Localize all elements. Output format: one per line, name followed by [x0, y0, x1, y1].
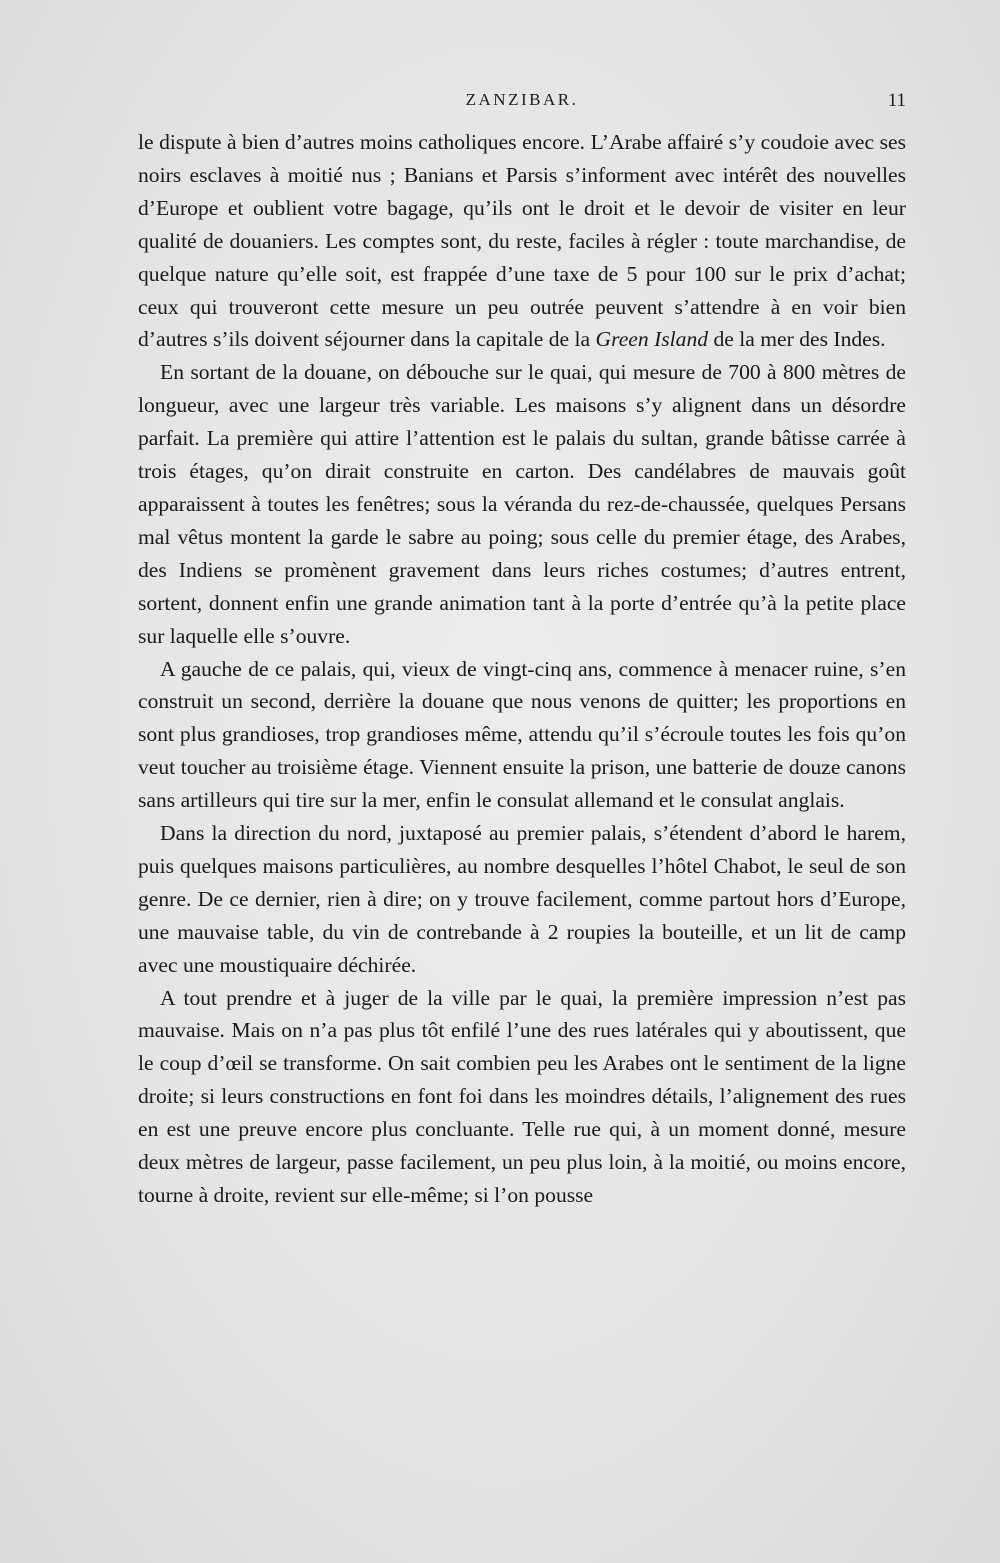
paragraph-1	[138, 126, 906, 356]
text-run: Dans la direction du nord, juxtaposé au premier palais, s’étendent d’abord le harem, puis quelques maisons particulières, au nombre desquelles l’hôtel Chabot, le seul de son genre. De ce dernier, rien à dire; on y trouve facilement, comme partout hors d’Europe, une mauvaise table, du vin de contrebande à 2 roupies la bouteille, et un lit de camp avec une moustiquaire déchirée.	[138, 821, 906, 977]
running-title: ZANZIBAR.	[465, 90, 579, 109]
page-header	[138, 90, 906, 116]
page-number: 11	[887, 90, 906, 111]
paragraph-2	[138, 356, 906, 652]
paragraph-4	[138, 817, 906, 982]
italic-text-run: Green Island	[595, 327, 709, 352]
text-run: En sortant de la douane, on débouche sur le quai, qui mesure de 700 à 800 mètres de longueur, avec une largeur très variable. Les maisons s’y alignent dans un désordre parfait. La première qui attire l’attention est le palais du sultan, grande bâtisse carrée à trois étages, qu’on dirait construite en carton. Des candélabres de mauvais goût apparaissent à toutes les fenêtres; sous la véranda du rez-de-chaussée, quelques Persans mal vêtus montent la garde le sabre au poing; sous celle du premier étage, des Arabes, des Indiens se promènent gravement dans leurs riches costumes; d’autres entrent, sortent, donnent enfin une grande animation tant à la porte d’entrée qu’à la petite place sur laquelle elle s’ouvre.	[138, 360, 906, 648]
paragraph-5	[138, 982, 906, 1212]
text-run: A gauche de ce palais, qui, vieux de vingt-cinq ans, commence à menacer ruine, s’en construit un second, derrière la douane que nous venons de quitter; les proportions en sont plus grandioses, trop grandioses même, attendu qu’il s’écroule toutes les fois qu’on veut toucher au troisième étage. Viennent ensuite la prison, une batterie de douze canons sans artilleurs qui tire sur la mer, enfin le consulat allemand et le consulat anglais.	[138, 656, 906, 813]
text-run: le dispute à bien d’autres moins catholiques encore. L’Arabe affairé s’y coudoie avec ses noirs esclaves à moitié nus ; Banians et Parsis s’informent avec intérêt des nouvelles d’Europe et oublient votre bagage, qu’ils ont le droit et le devoir de visiter en leur qualité de douaniers. Les comptes sont, du reste, faciles à régler : toute marchandise, de quelque nature qu’elle soit, est frappée d’une taxe de 5 pour 100 sur le prix d’achat; ceux qui trouveront cette mesure un peu outrée peuvent s’attendre à en voir bien d’autres s’ils doivent séjourner dans la capitale de la	[138, 130, 906, 352]
text-run: de la mer des Indes.	[708, 327, 886, 352]
paragraph-3	[138, 653, 906, 818]
body-text	[138, 126, 906, 1212]
text-run: A tout prendre et à juger de la ville par le quai, la première impression n’est pas mauvaise. Mais on n’a pas plus tôt enfilé l’une des rues latérales qui y aboutissent, que le coup d’œil se transforme. On sait combien peu les Arabes ont le sentiment de la ligne droite; si leurs constructions en font foi dans les moindres détails, l’alignement des rues en est une preuve encore plus concluante. Telle rue qui, à un moment donné, mesure deux mètres de largeur, passe facilement, un peu plus loin, à la moitié, ou moins encore, tourne à droite, revient sur elle-même; si l’on pousse	[138, 985, 906, 1207]
